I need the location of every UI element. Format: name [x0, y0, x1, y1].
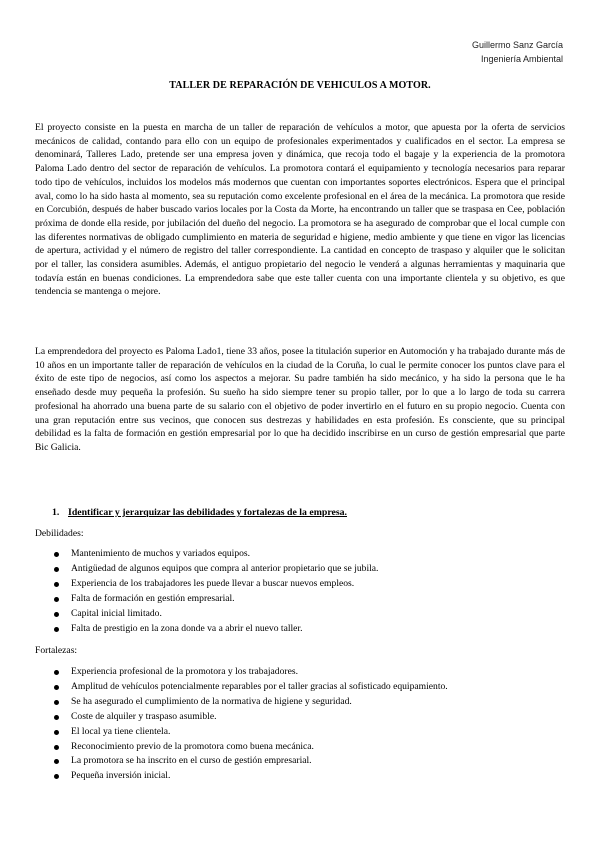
bullet-icon: [54, 715, 59, 720]
strengths-label: Fortalezas:: [35, 645, 78, 656]
list-item-text: Reconocimiento previo de la promotora como buena mecánica.: [71, 740, 314, 752]
list-item: [35, 547, 378, 562]
list-item: [35, 769, 448, 784]
list-item-text: Se ha asegurado el cumplimiento de la normativa de higiene y seguridad.: [71, 695, 352, 707]
author-degree: Ingeniería Ambiental: [480, 54, 563, 64]
list-item: [35, 592, 378, 607]
list-item: [35, 695, 448, 710]
list-item-text: Pequeña inversión inicial.: [71, 770, 171, 782]
list-item-text: Falta de prestigio en la zona donde va a abrir el nuevo taller.: [71, 622, 303, 634]
intro-paragraph: El proyecto consiste en la puesta en marcha de un taller de reparación de vehículos a motor, que apuesta por la oferta de servicios mecánicos de calidad, contando para ello con un equipo de profesionales experimentados y cualificados en el sector. La empresa se denominará, Talleres Lado, pretende ser una empresa joven y dinámica, que recoja todo el bagaje y la experiencia de la promotora Paloma Lado dentro del sector de reparación de vehículos. La promotora contará el equipamiento y tecnología necesarios para reparar todo tipo de vehículos, incluidos los modelos más modernos que cuentan con importantes soportes electrónicos. Espera que el principal aval, como lo ha sido hasta al momento, sea su reputación como excelente profesional en el área de la mecánica. La promotora que reside en Corcubión, después de haber buscado varios locales por la Costa da Morte, ha encontrando un taller que se traspasa en Cee, población próxima de donde ella reside, por jubilación del dueño del negocio. La promotora se ha asegurado de comprobar que el local cumple con las diferentes normativas de obligado cumplimiento en materia de seguridad e higiene, medio ambiente y que tiene en vigor las licencias de apertura, actividad y el número de registro del taller correspondiente. La cantidad en concepto de traspaso y alquiler que le solicitan por el taller, las considera asumibles. Además, el antiguo propietario del negocio le venderá a algunas herramientas y maquinaria que todavía están en buenas condiciones. La emprendedora sabe que este taller cuenta con una importante clientela y su objetivo, es que tendencia se mantenga o mejore.: [35, 122, 565, 298]
list-item: [35, 562, 378, 577]
bullet-icon: [54, 627, 59, 632]
bullet-icon: [54, 597, 59, 602]
list-item: [35, 740, 448, 755]
list-item: [35, 680, 448, 695]
entrepreneur-paragraph: La emprendedora del proyecto es Paloma Lado1, tiene 33 años, posee la titulación superior en Automoción y ha trabajado durante más de 10 años en un importante taller de reparación de vehículos en la ciudad de la Coruña, lo cual le permite conocer los puntos clave para el éxito de este tipo de negocios, así como los aspectos a mejorar. Su padre también ha sido mecánico, y ha sido la persona que le ha enseñado desde muy pequeña la profesión. Su sueño ha sido siempre tener su propio taller, por lo que a lo largo de toda su carrera profesional ha ahorrado una buena parte de su salario con el objetivo de poder invertirlo en el futuro en su propio negocio. Cuenta con una gran reputación entre sus vecinos, que conocen sus destrezas y habilidades en esta profesión. Es consciente, que su principal debilidad es la falta de formación en gestión empresarial por lo que ha decidido inscribirse en un curso de gestión empresarial que parte Bic Galicia.: [35, 346, 565, 453]
list-item: [35, 622, 378, 637]
section-heading-text: Identificar y jerarquizar las debilidades y fortalezas de la empresa.: [68, 507, 348, 518]
bullet-icon: [54, 670, 59, 675]
list-item-text: Mantenimiento de muchos y variados equipos.: [71, 548, 251, 559]
list-item-text: Capital inicial limitado.: [71, 607, 162, 619]
list-item: [35, 665, 448, 680]
list-item: [35, 725, 448, 740]
list-item: [35, 710, 448, 725]
list-item-text: Experiencia profesional de la promotora y los trabajadores.: [71, 666, 298, 677]
list-item-text: La promotora se ha inscrito en el curso de gestión empresarial.: [71, 755, 312, 767]
bullet-icon: [54, 745, 59, 750]
bullet-icon: [54, 567, 59, 572]
list-item: [35, 607, 378, 622]
list-item-text: Antigüedad de algunos equipos que compra al anterior propietario que se jubila.: [71, 562, 379, 574]
list-item: [35, 754, 448, 769]
list-item: [35, 577, 378, 592]
list-item-text: Coste de alquiler y traspaso asumible.: [71, 710, 217, 722]
weaknesses-label: Debilidades:: [35, 528, 84, 539]
bullet-icon: [54, 774, 59, 779]
list-item-text: Amplitud de vehículos potencialmente reparables por el taller gracias al sofisticado equipamiento.: [71, 680, 448, 692]
bullet-icon: [54, 552, 59, 557]
bullet-icon: [54, 612, 59, 617]
list-item-text: El local ya tiene clientela.: [71, 725, 171, 737]
bullet-icon: [54, 730, 59, 735]
author-name: Guillermo Sanz García: [471, 40, 563, 50]
author-block: [472, 38, 563, 66]
bullet-icon: [54, 759, 59, 764]
list-item-text: Falta de formación en gestión empresarial.: [71, 592, 235, 604]
bullet-icon: [54, 700, 59, 705]
strengths-list: [35, 665, 448, 784]
bullet-icon: [54, 685, 59, 690]
weaknesses-list: [35, 547, 378, 636]
section-heading: [52, 507, 347, 518]
document-title: TALLER DE REPARACIÓN DE VEHICULOS A MOTOR.: [169, 80, 431, 91]
list-item-text: Experiencia de los trabajadores les puede llevar a buscar nuevos empleos.: [71, 577, 355, 589]
section-number: 1.: [52, 507, 60, 518]
bullet-icon: [54, 582, 59, 587]
